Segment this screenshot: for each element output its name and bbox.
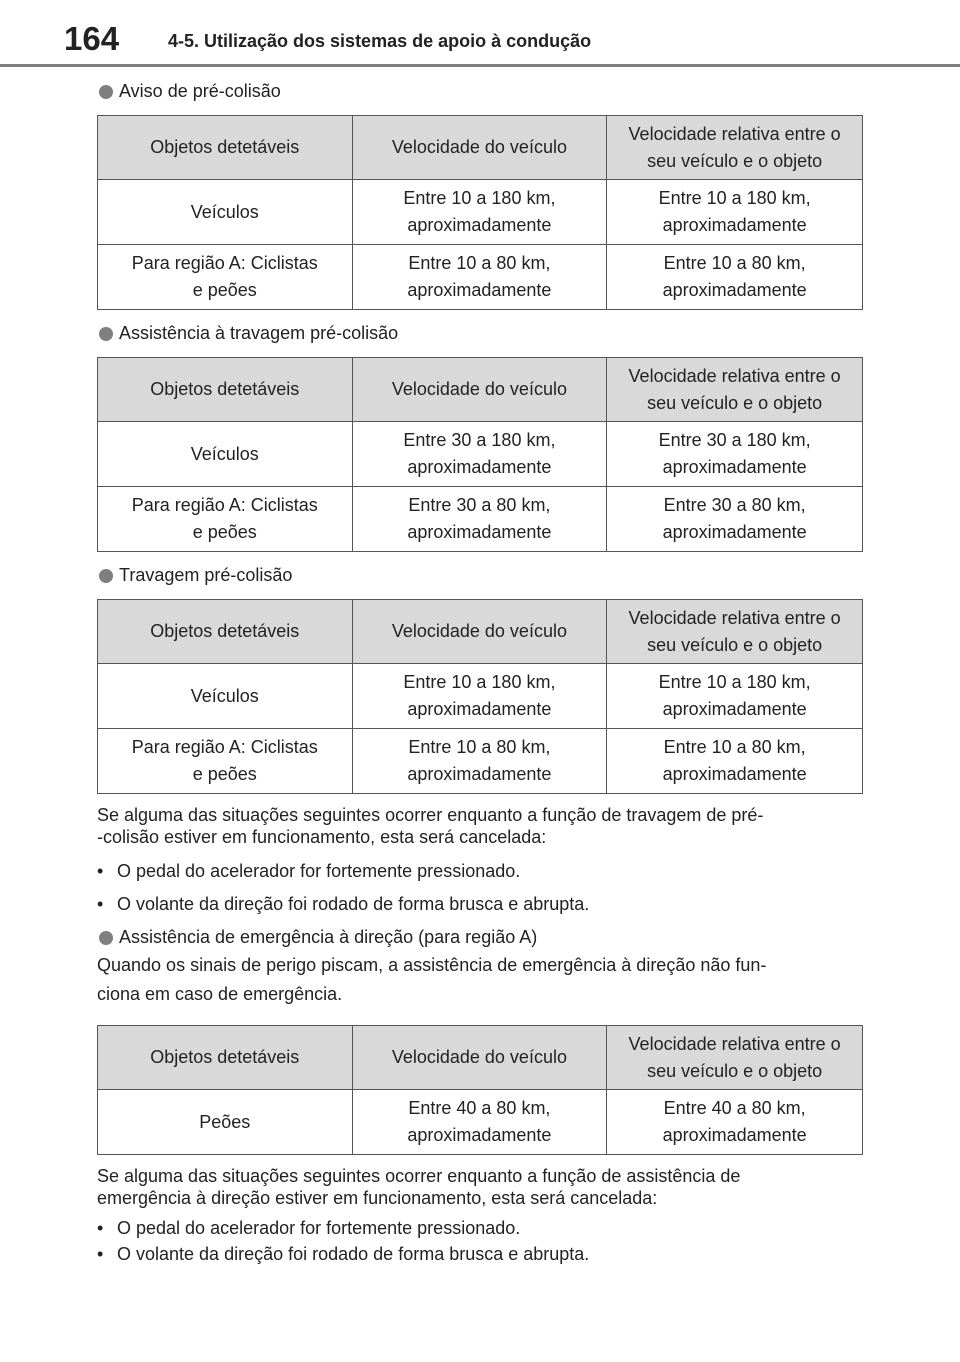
table-row bbox=[98, 729, 863, 794]
emergency-steering-intro: Quando os sinais de perigo piscam, a assistência de emergência à direção não fun- ciona em caso de emergência. bbox=[97, 955, 767, 1004]
cell-object: Peões bbox=[98, 1090, 353, 1155]
section-heading-label: Travagem pré-colisão bbox=[119, 565, 293, 585]
cell-speed: Entre 10 a 80 km, aproximadamente bbox=[352, 729, 607, 794]
list-bullet: • bbox=[97, 894, 104, 914]
table-header-row bbox=[98, 600, 863, 664]
cell-relative: Entre 40 a 80 km, aproximadamente bbox=[607, 1090, 863, 1155]
bullet-dot-icon bbox=[99, 931, 113, 945]
pre-collision-braking-table bbox=[97, 599, 863, 794]
list-bullet: • bbox=[97, 1244, 104, 1264]
cell-speed: Entre 10 a 180 km, aproximadamente bbox=[352, 664, 607, 729]
header-cell-vehicle-speed: Velocidade do veículo bbox=[352, 116, 607, 180]
cell-object: Veículos bbox=[98, 422, 353, 487]
header-cell-vehicle-speed: Velocidade do veículo bbox=[352, 600, 607, 664]
list-item-text: O volante da direção foi rodado de forma brusca e abrupta. bbox=[117, 894, 590, 914]
list-item bbox=[97, 891, 863, 918]
section-heading-pre-collision-warning bbox=[97, 78, 863, 105]
cell-object: Para região A: Ciclistas e peões bbox=[98, 729, 353, 794]
header-cell-objects: Objetos detetáveis bbox=[98, 600, 353, 664]
cell-object: Para região A: Ciclistas e peões bbox=[98, 487, 353, 552]
section-heading-label: Assistência à travagem pré-colisão bbox=[119, 323, 399, 343]
table-row bbox=[98, 422, 863, 487]
header-cell-relative-speed: Velocidade relativa entre o seu veículo e o objeto bbox=[607, 1026, 863, 1090]
bullet-dot-icon bbox=[99, 85, 113, 99]
table-row bbox=[98, 487, 863, 552]
header-divider bbox=[0, 64, 960, 67]
braking-cancel-paragraph: Se alguma das situações seguintes ocorrer enquanto a função de travagem de pré- -colisão estiver em funcionamento, esta será cancelada: bbox=[97, 805, 764, 847]
emergency-steering-table bbox=[97, 1025, 863, 1155]
cell-object: Veículos bbox=[98, 180, 353, 245]
pre-collision-warning-table bbox=[97, 115, 863, 310]
section-heading-brake-assist bbox=[97, 320, 863, 347]
table-row bbox=[98, 180, 863, 245]
cell-speed: Entre 10 a 80 km, aproximadamente bbox=[352, 245, 607, 310]
table-header-row bbox=[98, 1026, 863, 1090]
page-content bbox=[97, 78, 863, 1269]
header-cell-vehicle-speed: Velocidade do veículo bbox=[352, 358, 607, 422]
list-bullet: • bbox=[97, 861, 104, 881]
list-item bbox=[97, 858, 863, 885]
cell-speed: Entre 30 a 80 km, aproximadamente bbox=[352, 487, 607, 552]
cell-relative: Entre 10 a 180 km, aproximadamente bbox=[607, 664, 863, 729]
section-heading-pre-collision-braking bbox=[97, 562, 863, 589]
section-heading-label: Assistência de emergência à direção (para região A) bbox=[119, 927, 538, 947]
cell-relative: Entre 30 a 180 km, aproximadamente bbox=[607, 422, 863, 487]
cell-object: Veículos bbox=[98, 664, 353, 729]
header-cell-objects: Objetos detetáveis bbox=[98, 116, 353, 180]
cell-relative: Entre 30 a 80 km, aproximadamente bbox=[607, 487, 863, 552]
cell-relative: Entre 10 a 80 km, aproximadamente bbox=[607, 245, 863, 310]
list-item bbox=[97, 1217, 863, 1239]
list-item-text: O pedal do acelerador for fortemente pressionado. bbox=[117, 1218, 521, 1238]
header-cell-vehicle-speed: Velocidade do veículo bbox=[352, 1026, 607, 1090]
bullet-dot-icon bbox=[99, 327, 113, 341]
header-cell-relative-speed: Velocidade relativa entre o seu veículo e o objeto bbox=[607, 116, 863, 180]
cell-object: Para região A: Ciclistas e peões bbox=[98, 245, 353, 310]
list-item bbox=[97, 1243, 863, 1265]
brake-assist-table bbox=[97, 357, 863, 552]
table-header-row bbox=[98, 358, 863, 422]
header-cell-relative-speed: Velocidade relativa entre o seu veículo e o objeto bbox=[607, 600, 863, 664]
cell-speed: Entre 10 a 180 km, aproximadamente bbox=[352, 180, 607, 245]
section-heading-label: Aviso de pré-colisão bbox=[119, 81, 281, 101]
header-cell-objects: Objetos detetáveis bbox=[98, 358, 353, 422]
list-item-text: O volante da direção foi rodado de forma brusca e abrupta. bbox=[117, 1244, 590, 1264]
page-header bbox=[0, 0, 960, 66]
table-row bbox=[98, 664, 863, 729]
steering-cancel-paragraph: Se alguma das situações seguintes ocorrer enquanto a função de assistência de emergência à direção estiver em funcionamento, esta será cancelada: bbox=[97, 1166, 741, 1208]
table-row bbox=[98, 1090, 863, 1155]
header-cell-relative-speed: Velocidade relativa entre o seu veículo e o objeto bbox=[607, 358, 863, 422]
section-heading-emergency-steering bbox=[97, 924, 863, 951]
list-item-text: O pedal do acelerador for fortemente pressionado. bbox=[117, 861, 521, 881]
cell-speed: Entre 30 a 180 km, aproximadamente bbox=[352, 422, 607, 487]
cell-relative: Entre 10 a 80 km, aproximadamente bbox=[607, 729, 863, 794]
table-header-row bbox=[98, 116, 863, 180]
list-bullet: • bbox=[97, 1218, 104, 1238]
table-row bbox=[98, 245, 863, 310]
cell-speed: Entre 40 a 80 km, aproximadamente bbox=[352, 1090, 607, 1155]
header-cell-objects: Objetos detetáveis bbox=[98, 1026, 353, 1090]
cell-relative: Entre 10 a 180 km, aproximadamente bbox=[607, 180, 863, 245]
bullet-dot-icon bbox=[99, 569, 113, 583]
section-title: 4-5. Utilização dos sistemas de apoio à condução bbox=[168, 31, 592, 51]
page-number: 164 bbox=[64, 20, 120, 57]
